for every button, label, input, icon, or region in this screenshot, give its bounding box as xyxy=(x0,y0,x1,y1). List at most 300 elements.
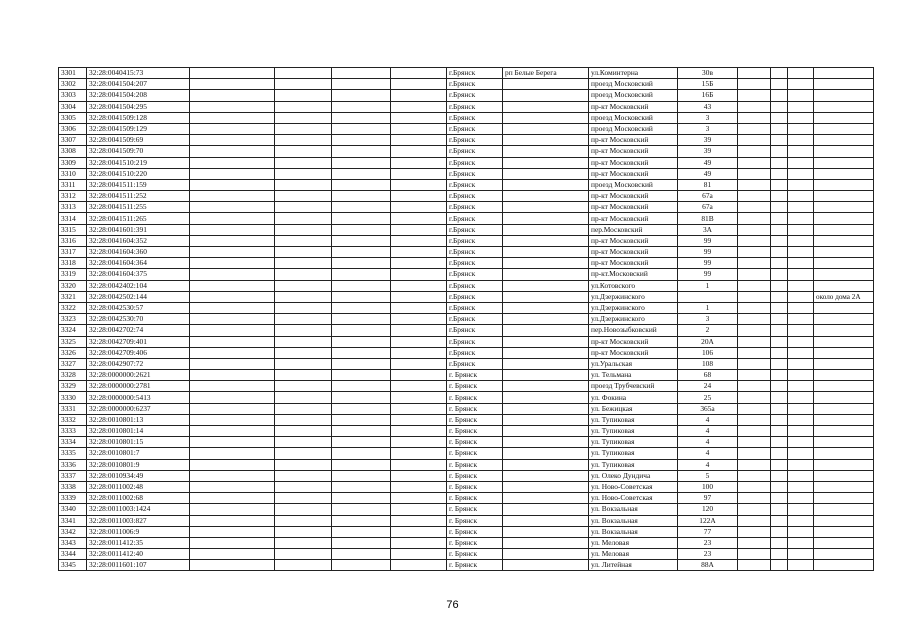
empty-cell xyxy=(190,247,275,258)
street-cell: проезд Московский xyxy=(589,112,678,123)
row-number: 3344 xyxy=(59,549,87,560)
empty-cell xyxy=(391,213,447,224)
settlement-cell xyxy=(503,123,589,134)
empty-cell xyxy=(788,448,814,459)
empty-cell xyxy=(190,314,275,325)
table-row xyxy=(59,68,874,79)
street-cell: проезд Московский xyxy=(589,179,678,190)
table-row xyxy=(59,280,874,291)
table-row xyxy=(59,90,874,101)
empty-cell xyxy=(738,224,771,235)
settlement-cell xyxy=(503,358,589,369)
empty-cell xyxy=(788,146,814,157)
empty-cell xyxy=(190,470,275,481)
empty-cell xyxy=(788,459,814,470)
cadastral-number: 32:28:0010801:14 xyxy=(87,426,190,437)
note-cell xyxy=(814,437,874,448)
cadastral-number: 32:28:0010801:13 xyxy=(87,414,190,425)
table-row xyxy=(59,381,874,392)
empty-cell xyxy=(275,336,332,347)
empty-cell xyxy=(391,269,447,280)
empty-cell xyxy=(788,90,814,101)
row-number: 3338 xyxy=(59,481,87,492)
settlement-cell xyxy=(503,336,589,347)
cadastral-number: 32:28:0042702:74 xyxy=(87,325,190,336)
settlement-cell xyxy=(503,101,589,112)
empty-cell xyxy=(738,325,771,336)
note-cell xyxy=(814,68,874,79)
street-cell: ул. Олеко Дундича xyxy=(589,470,678,481)
empty-cell xyxy=(391,470,447,481)
empty-cell xyxy=(788,179,814,190)
empty-cell xyxy=(771,370,788,381)
empty-cell xyxy=(190,381,275,392)
empty-cell xyxy=(275,247,332,258)
empty-cell xyxy=(275,112,332,123)
street-cell: ул. Бежицкая xyxy=(589,403,678,414)
table-row xyxy=(59,336,874,347)
settlement-cell xyxy=(503,414,589,425)
city-cell: г.Брянск xyxy=(447,258,503,269)
cadastral-number: 32:28:0011601:107 xyxy=(87,560,190,571)
empty-cell xyxy=(771,112,788,123)
empty-cell xyxy=(738,90,771,101)
empty-cell xyxy=(788,560,814,571)
empty-cell xyxy=(275,347,332,358)
city-cell: г.Брянск xyxy=(447,79,503,90)
table-row xyxy=(59,314,874,325)
house-number-cell: 99 xyxy=(678,235,738,246)
empty-cell xyxy=(275,549,332,560)
empty-cell xyxy=(771,191,788,202)
empty-cell xyxy=(275,403,332,414)
row-number: 3305 xyxy=(59,112,87,123)
empty-cell xyxy=(332,481,391,492)
cadastral-number: 32:28:0040415:73 xyxy=(87,68,190,79)
table-row xyxy=(59,258,874,269)
empty-cell xyxy=(391,314,447,325)
cadastral-number: 32:28:0041511:159 xyxy=(87,179,190,190)
empty-cell xyxy=(391,515,447,526)
empty-cell xyxy=(275,526,332,537)
empty-cell xyxy=(391,459,447,470)
note-cell xyxy=(814,470,874,481)
city-cell: г. Брянск xyxy=(447,515,503,526)
settlement-cell xyxy=(503,168,589,179)
empty-cell xyxy=(771,247,788,258)
empty-cell xyxy=(738,79,771,90)
empty-cell xyxy=(738,179,771,190)
city-cell: г.Брянск xyxy=(447,314,503,325)
street-cell: ул. Меловая xyxy=(589,537,678,548)
empty-cell xyxy=(771,157,788,168)
empty-cell xyxy=(738,302,771,313)
empty-cell xyxy=(190,537,275,548)
empty-cell xyxy=(738,101,771,112)
note-cell xyxy=(814,403,874,414)
row-number: 3322 xyxy=(59,302,87,313)
empty-cell xyxy=(771,146,788,157)
empty-cell xyxy=(738,291,771,302)
table-row xyxy=(59,358,874,369)
empty-cell xyxy=(788,123,814,134)
empty-cell xyxy=(738,68,771,79)
cadastral-number: 32:28:0010934:49 xyxy=(87,470,190,481)
empty-cell xyxy=(788,258,814,269)
empty-cell xyxy=(391,504,447,515)
register-table xyxy=(58,67,874,571)
empty-cell xyxy=(332,302,391,313)
empty-cell xyxy=(332,68,391,79)
note-cell xyxy=(814,347,874,358)
empty-cell xyxy=(788,414,814,425)
empty-cell xyxy=(771,336,788,347)
note-cell xyxy=(814,526,874,537)
street-cell: ул. Меловая xyxy=(589,549,678,560)
settlement-cell xyxy=(503,247,589,258)
settlement-cell xyxy=(503,157,589,168)
empty-cell xyxy=(788,168,814,179)
house-number-cell: 365а xyxy=(678,403,738,414)
settlement-cell xyxy=(503,90,589,101)
row-number: 3312 xyxy=(59,191,87,202)
note-cell xyxy=(814,235,874,246)
city-cell: г. Брянск xyxy=(447,426,503,437)
empty-cell xyxy=(771,269,788,280)
empty-cell xyxy=(190,235,275,246)
row-number: 3316 xyxy=(59,235,87,246)
house-number-cell: 43 xyxy=(678,101,738,112)
house-number-cell: 1 xyxy=(678,280,738,291)
house-number-cell: 67а xyxy=(678,191,738,202)
empty-cell xyxy=(738,258,771,269)
street-cell: проезд Московский xyxy=(589,123,678,134)
street-cell: ул. Ново-Советская xyxy=(589,481,678,492)
note-cell xyxy=(814,358,874,369)
empty-cell xyxy=(738,146,771,157)
street-cell: пр-кт Московский xyxy=(589,101,678,112)
empty-cell xyxy=(788,280,814,291)
cadastral-number: 32:28:0041509:128 xyxy=(87,112,190,123)
house-number-cell: 25 xyxy=(678,392,738,403)
empty-cell xyxy=(190,179,275,190)
house-number-cell: 120 xyxy=(678,504,738,515)
table-row xyxy=(59,549,874,560)
empty-cell xyxy=(391,202,447,213)
table-row xyxy=(59,179,874,190)
empty-cell xyxy=(771,426,788,437)
row-number: 3318 xyxy=(59,258,87,269)
settlement-cell xyxy=(503,459,589,470)
empty-cell xyxy=(332,191,391,202)
empty-cell xyxy=(788,101,814,112)
table-row xyxy=(59,101,874,112)
empty-cell xyxy=(275,79,332,90)
settlement-cell xyxy=(503,560,589,571)
empty-cell xyxy=(771,235,788,246)
street-cell: ул. Вокзальная xyxy=(589,526,678,537)
row-number: 3328 xyxy=(59,370,87,381)
empty-cell xyxy=(275,537,332,548)
street-cell: ул.Коминтерна xyxy=(589,68,678,79)
empty-cell xyxy=(190,325,275,336)
empty-cell xyxy=(788,135,814,146)
row-number: 3330 xyxy=(59,392,87,403)
table-row xyxy=(59,235,874,246)
empty-cell xyxy=(788,549,814,560)
house-number-cell: 16Б xyxy=(678,90,738,101)
street-cell: ул. Фокина xyxy=(589,392,678,403)
empty-cell xyxy=(738,537,771,548)
note-cell xyxy=(814,258,874,269)
empty-cell xyxy=(190,549,275,560)
empty-cell xyxy=(190,392,275,403)
note-cell xyxy=(814,101,874,112)
note-cell xyxy=(814,414,874,425)
empty-cell xyxy=(275,191,332,202)
empty-cell xyxy=(391,347,447,358)
house-number-cell: 77 xyxy=(678,526,738,537)
settlement-cell xyxy=(503,235,589,246)
note-cell xyxy=(814,504,874,515)
row-number: 3307 xyxy=(59,135,87,146)
empty-cell xyxy=(391,325,447,336)
city-cell: г. Брянск xyxy=(447,437,503,448)
empty-cell xyxy=(738,336,771,347)
street-cell: пр-кт Московский xyxy=(589,336,678,347)
table-row xyxy=(59,493,874,504)
empty-cell xyxy=(788,291,814,302)
empty-cell xyxy=(788,403,814,414)
empty-cell xyxy=(771,358,788,369)
house-number-cell: 67а xyxy=(678,202,738,213)
table-row xyxy=(59,560,874,571)
empty-cell xyxy=(391,291,447,302)
note-cell xyxy=(814,549,874,560)
house-number-cell: 23 xyxy=(678,537,738,548)
street-cell: ул. Тупиковая xyxy=(589,459,678,470)
empty-cell xyxy=(332,213,391,224)
note-cell xyxy=(814,90,874,101)
house-number-cell: 23 xyxy=(678,549,738,560)
empty-cell xyxy=(332,291,391,302)
empty-cell xyxy=(391,403,447,414)
empty-cell xyxy=(190,79,275,90)
empty-cell xyxy=(332,537,391,548)
note-cell xyxy=(814,560,874,571)
empty-cell xyxy=(275,448,332,459)
street-cell: ул. Тельмана xyxy=(589,370,678,381)
empty-cell xyxy=(332,358,391,369)
empty-cell xyxy=(275,381,332,392)
street-cell: ул. Тупиковая xyxy=(589,437,678,448)
empty-cell xyxy=(275,168,332,179)
street-cell: пр-кт Московский xyxy=(589,235,678,246)
row-number: 3311 xyxy=(59,179,87,190)
cadastral-number: 32:28:0011002:48 xyxy=(87,481,190,492)
table-row xyxy=(59,504,874,515)
settlement-cell xyxy=(503,202,589,213)
cadastral-number: 32:28:0042402:104 xyxy=(87,280,190,291)
empty-cell xyxy=(332,437,391,448)
street-cell: ул.Дзержинского xyxy=(589,291,678,302)
city-cell: г. Брянск xyxy=(447,459,503,470)
cadastral-number: 32:28:0010801:9 xyxy=(87,459,190,470)
note-cell xyxy=(814,515,874,526)
row-number: 3345 xyxy=(59,560,87,571)
house-number-cell: 49 xyxy=(678,168,738,179)
settlement-cell xyxy=(503,515,589,526)
empty-cell xyxy=(771,291,788,302)
empty-cell xyxy=(275,370,332,381)
empty-cell xyxy=(391,437,447,448)
empty-cell xyxy=(275,68,332,79)
empty-cell xyxy=(391,414,447,425)
street-cell: пр-кт Московский xyxy=(589,202,678,213)
empty-cell xyxy=(771,325,788,336)
cadastral-number: 32:28:0042502:144 xyxy=(87,291,190,302)
empty-cell xyxy=(190,213,275,224)
empty-cell xyxy=(771,392,788,403)
note-cell xyxy=(814,493,874,504)
city-cell: г. Брянск xyxy=(447,470,503,481)
empty-cell xyxy=(332,470,391,481)
note-cell xyxy=(814,179,874,190)
house-number-cell: 4 xyxy=(678,459,738,470)
row-number: 3332 xyxy=(59,414,87,425)
empty-cell xyxy=(190,202,275,213)
cadastral-number: 32:28:0041511:252 xyxy=(87,191,190,202)
empty-cell xyxy=(332,146,391,157)
empty-cell xyxy=(738,191,771,202)
settlement-cell xyxy=(503,392,589,403)
row-number: 3334 xyxy=(59,437,87,448)
street-cell: пр-кт Московский xyxy=(589,135,678,146)
city-cell: г.Брянск xyxy=(447,291,503,302)
city-cell: г.Брянск xyxy=(447,358,503,369)
empty-cell xyxy=(738,426,771,437)
empty-cell xyxy=(190,459,275,470)
empty-cell xyxy=(788,202,814,213)
note-cell xyxy=(814,269,874,280)
empty-cell xyxy=(391,336,447,347)
empty-cell xyxy=(275,258,332,269)
house-number-cell: 49 xyxy=(678,157,738,168)
city-cell: г.Брянск xyxy=(447,68,503,79)
cadastral-number: 32:28:0041511:265 xyxy=(87,213,190,224)
empty-cell xyxy=(788,426,814,437)
empty-cell xyxy=(391,549,447,560)
house-number-cell: 20А xyxy=(678,336,738,347)
empty-cell xyxy=(738,459,771,470)
empty-cell xyxy=(771,135,788,146)
house-number-cell: 122А xyxy=(678,515,738,526)
empty-cell xyxy=(275,470,332,481)
empty-cell xyxy=(391,426,447,437)
empty-cell xyxy=(275,560,332,571)
house-number-cell: 3 xyxy=(678,123,738,134)
cadastral-number: 32:28:0041509:70 xyxy=(87,146,190,157)
empty-cell xyxy=(275,280,332,291)
settlement-cell xyxy=(503,291,589,302)
empty-cell xyxy=(190,280,275,291)
empty-cell xyxy=(332,493,391,504)
cadastral-number: 32:28:0010801:7 xyxy=(87,448,190,459)
row-number: 3303 xyxy=(59,90,87,101)
empty-cell xyxy=(771,448,788,459)
empty-cell xyxy=(275,224,332,235)
empty-cell xyxy=(190,448,275,459)
cadastral-number: 32:28:0041509:129 xyxy=(87,123,190,134)
row-number: 3310 xyxy=(59,168,87,179)
house-number-cell: 39 xyxy=(678,146,738,157)
empty-cell xyxy=(332,549,391,560)
empty-cell xyxy=(771,90,788,101)
note-cell xyxy=(814,280,874,291)
empty-cell xyxy=(190,224,275,235)
row-number: 3327 xyxy=(59,358,87,369)
table-row xyxy=(59,269,874,280)
city-cell: г.Брянск xyxy=(447,325,503,336)
empty-cell xyxy=(788,68,814,79)
note-cell xyxy=(814,79,874,90)
city-cell: г.Брянск xyxy=(447,101,503,112)
empty-cell xyxy=(332,90,391,101)
empty-cell xyxy=(771,280,788,291)
settlement-cell: рп Белые Берега xyxy=(503,68,589,79)
house-number-cell: 24 xyxy=(678,381,738,392)
cadastral-number: 32:28:0011002:68 xyxy=(87,493,190,504)
city-cell: г. Брянск xyxy=(447,549,503,560)
house-number-cell: 4 xyxy=(678,426,738,437)
settlement-cell xyxy=(503,470,589,481)
empty-cell xyxy=(190,135,275,146)
street-cell: ул. Тупиковая xyxy=(589,426,678,437)
empty-cell xyxy=(788,302,814,313)
row-number: 3321 xyxy=(59,291,87,302)
table-row xyxy=(59,302,874,313)
cadastral-number: 32:28:0041511:255 xyxy=(87,202,190,213)
empty-cell xyxy=(190,358,275,369)
empty-cell xyxy=(771,459,788,470)
empty-cell xyxy=(771,202,788,213)
settlement-cell xyxy=(503,79,589,90)
house-number-cell: 81В xyxy=(678,213,738,224)
empty-cell xyxy=(771,470,788,481)
table-row xyxy=(59,146,874,157)
street-cell: пр-кт Московский xyxy=(589,168,678,179)
empty-cell xyxy=(788,191,814,202)
city-cell: г. Брянск xyxy=(447,526,503,537)
city-cell: г.Брянск xyxy=(447,90,503,101)
empty-cell xyxy=(332,403,391,414)
street-cell: ул.Уральская xyxy=(589,358,678,369)
city-cell: г.Брянск xyxy=(447,280,503,291)
street-cell: ул. Тупиковая xyxy=(589,448,678,459)
empty-cell xyxy=(275,358,332,369)
empty-cell xyxy=(788,247,814,258)
city-cell: г. Брянск xyxy=(447,537,503,548)
empty-cell xyxy=(190,112,275,123)
city-cell: г. Брянск xyxy=(447,504,503,515)
empty-cell xyxy=(391,79,447,90)
house-number-cell: 81 xyxy=(678,179,738,190)
settlement-cell xyxy=(503,347,589,358)
empty-cell xyxy=(275,157,332,168)
empty-cell xyxy=(190,291,275,302)
row-number: 3304 xyxy=(59,101,87,112)
empty-cell xyxy=(738,470,771,481)
